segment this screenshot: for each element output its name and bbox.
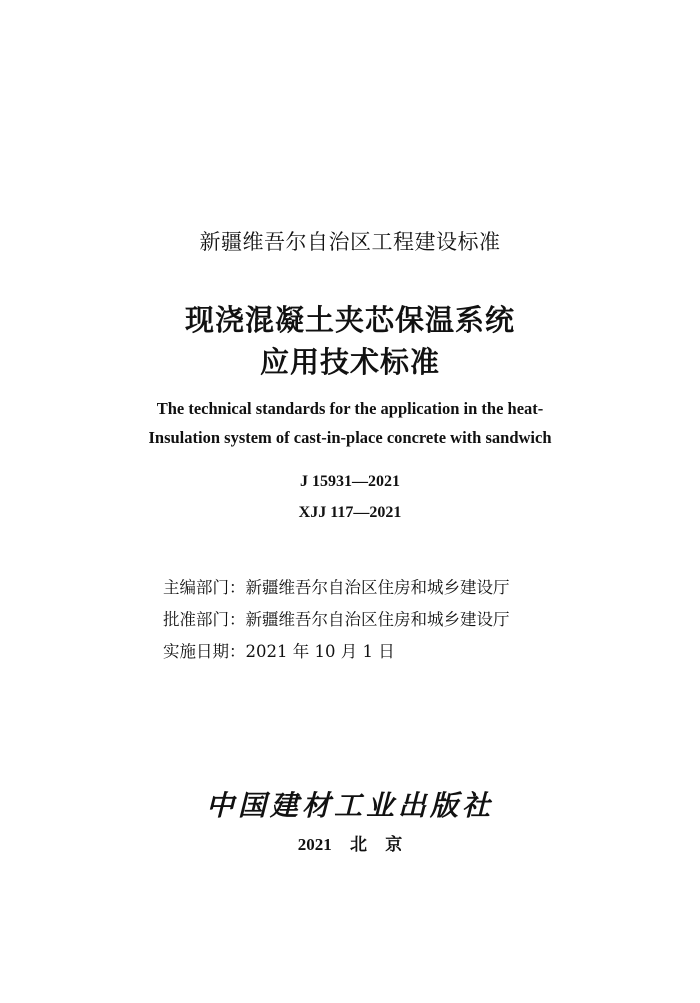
main-title-line-1: 现浇混凝土夹芯保温系统 [184,303,515,337]
english-title-line-2: Insulation system of cast-in-place concrete with sandwich [148,428,552,447]
standard-code-xjj: XJJ 117—2021 [298,504,402,521]
publisher-logo-text: 中国建材工业出版社 [205,789,494,822]
effective-date: 实施日期：2021 年 10 月 1 日 [163,642,395,661]
main-title-line-2: 应用技术标准 [259,345,440,379]
standard-code-j: J 15931—2021 [300,473,400,490]
english-title-line-1: The technical standards for the application in the heat- [156,399,544,418]
publication-year-place: 2021 北 京 [297,835,403,854]
approval-department: 批准部门：新疆维吾尔自治区住房和城乡建设厅 [163,610,510,629]
series-heading: 新疆维吾尔自治区工程建设标准 [199,230,501,254]
editor-department: 主编部门：新疆维吾尔自治区住房和城乡建设厅 [163,578,510,597]
